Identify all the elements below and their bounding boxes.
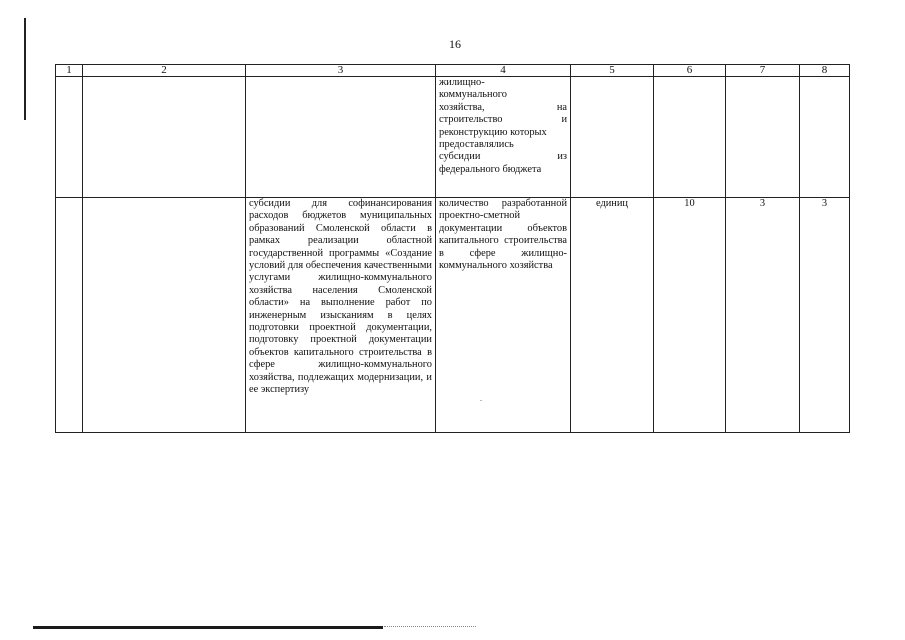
cell-r2-c2 (83, 198, 246, 433)
text-word: хозяйства, (439, 101, 485, 113)
text-line (439, 102, 567, 114)
scan-bottom-dots (384, 626, 476, 627)
text-line: коммунального (439, 89, 508, 101)
column-number-4: 4 (436, 65, 571, 77)
text-line: федерального бюджета (439, 163, 542, 175)
text-word: строительство (439, 114, 503, 126)
scan-bottom-edge (33, 626, 383, 629)
column-number-1: 1 (56, 65, 83, 77)
value-col6: 10 (654, 198, 726, 433)
cell-r1-c5 (571, 77, 654, 198)
table-header-row (56, 65, 850, 77)
cell-r1-c3 (246, 77, 436, 198)
column-number-5: 5 (571, 65, 654, 77)
text-word: и (561, 114, 567, 126)
text-word: на (556, 101, 567, 113)
cell-r1-c6 (654, 77, 726, 198)
column-number-2: 2 (83, 65, 246, 77)
text-word: субсидии (439, 151, 481, 163)
scan-margin-mark (24, 18, 26, 120)
text-line (439, 151, 567, 163)
column-number-8: 8 (800, 65, 850, 77)
cell-r1-c8 (800, 77, 850, 198)
cell-r2-c1 (56, 198, 83, 433)
indicator-name: количество разработанной проектно-сметной документации объектов капитального строительства в сфере жилищно-коммунального хозяйства (436, 198, 571, 433)
text-line: предоставлялись (439, 139, 514, 151)
cell-r1-c7 (726, 77, 800, 198)
text-line (439, 114, 567, 126)
value-col8: 3 (800, 198, 850, 433)
text-line: жилищно- (439, 77, 485, 88)
page-number: 16 (449, 37, 461, 51)
cell-r1-c2 (83, 77, 246, 198)
table-row (56, 198, 850, 433)
column-number-3: 3 (246, 65, 436, 77)
column-number-7: 7 (726, 65, 800, 77)
text-word: из (557, 151, 567, 163)
table-row (56, 77, 850, 198)
subsidy-description: субсидии для софинансирования расходов бюджетов муниципальных образований Смоленской области в рамках реализации областной государственной программы «Создание условий для обеспечения качественными услугами жилищно-коммунального хозяйства населения Смоленской области» на выполнение работ по инженерным изысканиям в целях подготовки проектной документации, подготовку проектной документации объектов капитального строительства в сфере жилищно-коммунального хозяйства, подлежащих модернизации, и ее экспертизу (246, 198, 436, 433)
text-line: реконструкцию которых (439, 126, 547, 138)
indicators-table (55, 64, 850, 433)
value-col7: 3 (726, 198, 800, 433)
unit-of-measure: единиц (571, 198, 654, 433)
cell-r1-c1 (56, 77, 83, 198)
column-number-6: 6 (654, 65, 726, 77)
indicator-continuation-text (439, 77, 567, 176)
cell-r1-c4 (436, 77, 571, 198)
